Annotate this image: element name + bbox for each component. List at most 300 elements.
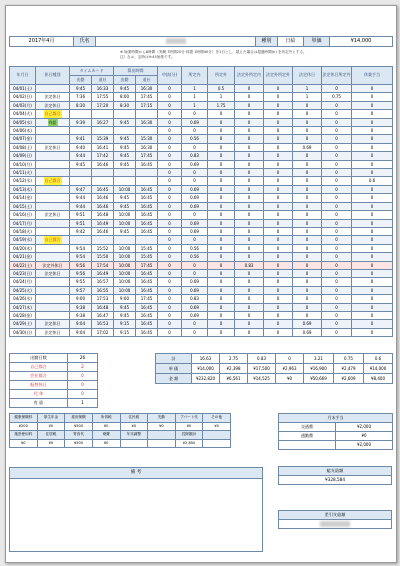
value-cell: 16:45 (136, 328, 158, 336)
table-row (10, 85, 393, 93)
value-cell: 0 (208, 311, 235, 319)
value-cell: 1.75 (208, 101, 235, 109)
value-cell: 0 (293, 202, 322, 210)
date-cell: 04/12(水) (10, 177, 36, 185)
value-cell: 0 (235, 303, 264, 311)
col-holiday-type: 休日種別 (36, 67, 70, 85)
holiday-type-cell (36, 143, 70, 151)
value-cell: 16:45 (136, 160, 158, 168)
value-cell: 0 (208, 269, 235, 277)
deduction-value-row (10, 422, 231, 431)
value-cell: 0 (235, 286, 264, 294)
value-cell: 0 (352, 202, 393, 210)
value-cell: 0 (264, 236, 293, 244)
deduction-label: 施設使用料 (10, 431, 38, 440)
value-cell: 16:33 (92, 85, 114, 93)
value-cell: 0 (293, 211, 322, 219)
col-stat-holiday: 法定休日 (293, 67, 322, 85)
allowance-row (279, 432, 393, 441)
value-cell: 0 (182, 236, 208, 244)
value-cell: 0 (158, 110, 182, 118)
amount-label: 金 額 (156, 374, 192, 384)
value-cell: 0 (264, 194, 293, 202)
unit-value: ¥16,900 (304, 364, 334, 374)
value-cell: 9:38 (70, 311, 92, 319)
value-cell: 9:45 (70, 85, 92, 93)
value-cell: 17:42 (92, 152, 114, 160)
value-cell: 0 (322, 101, 352, 109)
value-cell: 0 (208, 261, 235, 269)
value-cell: 0.69 (182, 160, 208, 168)
col-group-timecard: タイムカード (70, 67, 114, 76)
value-cell: 16:55 (92, 286, 114, 294)
value-cell: 15:52 (92, 244, 114, 252)
value-cell: 0 (264, 160, 293, 168)
value-cell: 0 (264, 303, 293, 311)
value-cell: 0 (352, 328, 393, 336)
value-cell: 0 (322, 160, 352, 168)
attendance-label: 自己都合 (10, 363, 68, 372)
value-cell (92, 110, 114, 118)
holiday-type-label: 法定休日 (44, 212, 61, 218)
table-row (10, 320, 393, 328)
value-cell: 0 (264, 253, 293, 261)
value-cell: 10:00 (114, 278, 136, 286)
value-cell: 0 (235, 160, 264, 168)
value-cell: 16:47 (92, 311, 114, 319)
value-cell: 0 (208, 211, 235, 219)
col-calc-in: 出勤 (114, 76, 136, 85)
col-tc-out: 退社 (92, 76, 114, 85)
value-cell: 0 (322, 236, 352, 244)
col-calc-out: 退社 (136, 76, 158, 85)
value-cell: 0.69 (293, 143, 322, 151)
value-cell: 0 (235, 194, 264, 202)
value-cell: 10:00 (114, 269, 136, 277)
allowance-value: ¥2,000 (336, 423, 393, 432)
value-cell: 0 (235, 295, 264, 303)
net-value-redacted (279, 520, 392, 529)
value-cell: 0 (352, 219, 393, 227)
value-cell: 9:57 (70, 286, 92, 294)
table-row (10, 143, 393, 151)
value-cell: 0 (235, 185, 264, 193)
value-cell: 0 (158, 269, 182, 277)
value-cell: 0.69 (293, 328, 322, 336)
value-cell: 0 (322, 185, 352, 193)
value-cell: 9:45 (114, 152, 136, 160)
gross-pay-box (278, 466, 392, 485)
deduction-value: ¥2,850 (175, 439, 203, 448)
value-cell: 0 (264, 101, 293, 109)
value-cell: 0 (208, 194, 235, 202)
value-cell: 0 (293, 194, 322, 202)
holiday-type-label: 法定休日 (44, 329, 61, 335)
value-cell (114, 177, 136, 185)
value-cell: 9:45 (114, 135, 136, 143)
value-cell: 0 (322, 311, 352, 319)
value-cell: 0.69 (182, 118, 208, 126)
date-cell: 04/28(金) (10, 311, 36, 319)
value-cell (92, 169, 114, 177)
value-cell: 0 (322, 227, 352, 235)
value-cell: 16:48 (92, 211, 114, 219)
deduction-value: ¥200 (10, 422, 38, 431)
value-cell: 0 (158, 152, 182, 160)
value-cell: 0 (208, 160, 235, 168)
value-cell: 0 (235, 93, 264, 101)
value-cell: 0 (235, 135, 264, 143)
date-cell: 04/14(金) (10, 194, 36, 202)
holiday-type-cell (36, 236, 70, 244)
attendance-row (10, 363, 98, 372)
value-cell: 0 (293, 311, 322, 319)
value-cell: 1 (182, 85, 208, 93)
value-cell: 0 (158, 185, 182, 193)
value-cell: 0 (158, 160, 182, 168)
date-cell: 04/08(土) (10, 143, 36, 151)
value-cell: 0 (352, 118, 393, 126)
allowance-label (279, 441, 336, 450)
value-cell: 0 (352, 295, 393, 303)
value-cell: 16:45 (136, 211, 158, 219)
value-cell: 0 (352, 152, 393, 160)
col-nonstat-regular: 法定外所定内 (235, 67, 264, 85)
amount-value: ¥6,561 (220, 374, 248, 384)
value-cell: 0 (208, 295, 235, 303)
net-pay-box (278, 510, 392, 529)
date-cell: 04/18(火) (10, 227, 36, 235)
value-cell: 9:15 (114, 320, 136, 328)
amount-value: ¥14,525 (248, 374, 276, 384)
value-cell: 17:45 (136, 152, 158, 160)
date-cell: 04/01(土) (10, 85, 36, 93)
value-cell: 0.5 (208, 85, 235, 93)
holiday-type-cell (36, 160, 70, 168)
value-cell: 0 (235, 101, 264, 109)
holiday-type-cell (36, 295, 70, 303)
value-cell: 0.69 (182, 278, 208, 286)
value-cell: 0 (182, 127, 208, 135)
value-cell: 0 (322, 219, 352, 227)
value-cell: 0.56 (182, 253, 208, 261)
value-cell: 9:15 (114, 328, 136, 336)
value-cell: 0 (293, 278, 322, 286)
col-group-calc: 算出時間 (114, 67, 158, 76)
value-cell: 0 (235, 143, 264, 151)
date-cell: 04/27(木) (10, 303, 36, 311)
hours-value: 3.21 (304, 354, 334, 364)
allowance-title: 月末手当 (279, 414, 393, 423)
holiday-type-label: 法定休日 (44, 270, 61, 276)
holiday-type-cell (36, 202, 70, 210)
date-cell: 04/29(土) (10, 320, 36, 328)
holiday-type-cell (36, 85, 70, 93)
holiday-type-cell (36, 110, 70, 118)
value-cell: 0 (293, 227, 322, 235)
value-cell: 9:44 (70, 152, 92, 160)
value-cell: 16:48 (92, 303, 114, 311)
value-cell: 9:54 (70, 253, 92, 261)
value-cell: 0 (352, 160, 393, 168)
value-cell: 7:36 (70, 93, 92, 101)
value-cell: 0 (352, 303, 393, 311)
attendance-value: 1 (68, 399, 98, 408)
attendance-value: 0 (68, 390, 98, 399)
value-cell: 0 (208, 152, 235, 160)
value-cell: 0 (158, 211, 182, 219)
holiday-type-cell (36, 303, 70, 311)
value-cell: 0 (293, 261, 322, 269)
value-cell: 0 (322, 194, 352, 202)
value-cell: 10:00 (114, 211, 136, 219)
value-cell: 9:45 (114, 160, 136, 168)
deduction-label: 住居税 (37, 431, 65, 440)
date-cell: 04/21(金) (10, 253, 36, 261)
deduction-label: 先勤 (148, 414, 176, 423)
date-cell: 04/02(日) (10, 93, 36, 101)
value-cell: 9:41 (70, 135, 92, 143)
holiday-type-cell (36, 169, 70, 177)
hours-value: 0.6 (364, 354, 393, 364)
net-label: 差引支給額 (279, 511, 392, 520)
table-row (10, 202, 393, 210)
value-cell: 16:46 (92, 160, 114, 168)
holiday-type-cell (36, 194, 70, 202)
value-cell: 16:30 (136, 143, 158, 151)
value-cell: 9:45 (114, 202, 136, 210)
holiday-type-cell (36, 320, 70, 328)
value-cell: 0.6 (352, 177, 393, 185)
value-cell: 10:00 (114, 261, 136, 269)
value-cell: 16:45 (136, 286, 158, 294)
deduction-value: ¥500 (65, 422, 93, 431)
allowance-label: 通勤費 (279, 432, 336, 441)
name-label: 氏名 (74, 37, 96, 47)
value-cell: 0 (264, 311, 293, 319)
value-cell: 0 (158, 320, 182, 328)
value-cell: 1 (182, 101, 208, 109)
amount-value: ¥232,820 (192, 374, 220, 384)
value-cell: 0.69 (293, 320, 322, 328)
value-cell: 0 (235, 253, 264, 261)
deduction-label: 健康保険料 (10, 414, 38, 423)
hours-label: 計 (156, 354, 192, 364)
table-row (10, 303, 393, 311)
holiday-type-cell (36, 135, 70, 143)
value-cell: 0 (264, 286, 293, 294)
value-cell: 0 (158, 127, 182, 135)
value-cell: 0 (322, 202, 352, 210)
value-cell: 0 (293, 110, 322, 118)
value-cell: 0 (322, 320, 352, 328)
value-cell: 9:51 (70, 211, 92, 219)
value-cell: 16:45 (136, 194, 158, 202)
value-cell: 0 (293, 219, 322, 227)
unit-value: ¥2,479 (334, 364, 364, 374)
value-cell: 0 (293, 303, 322, 311)
value-cell: 0 (322, 303, 352, 311)
value-cell: 0 (235, 227, 264, 235)
name-value-redacted (96, 37, 256, 47)
table-row (10, 160, 393, 168)
value-cell: 16:30 (136, 118, 158, 126)
col-regular: 所定内 (182, 67, 208, 85)
value-cell: 0 (208, 169, 235, 177)
value-cell: 0 (322, 261, 352, 269)
value-cell: 0 (158, 177, 182, 185)
holiday-type-cell (36, 152, 70, 160)
value-cell: 9:42 (70, 227, 92, 235)
value-cell: 9:45 (114, 227, 136, 235)
value-cell: 10:00 (114, 244, 136, 252)
value-cell: 17:02 (92, 328, 114, 336)
value-cell: 9:44 (70, 202, 92, 210)
table-row (10, 152, 393, 160)
deduction-label-row (10, 414, 231, 423)
value-cell: 0 (208, 253, 235, 261)
value-cell: 17:53 (92, 295, 114, 303)
note-line: ※ 始業時間から8時間（実働 7時間20分 休憩 1時間40分）を1日とし、超えた場合は超過時間(h) を所定外とする。 (120, 50, 307, 54)
date-cell: 04/09(日) (10, 152, 36, 160)
value-cell: 0 (322, 169, 352, 177)
value-cell (70, 236, 92, 244)
value-cell (92, 177, 114, 185)
value-cell: 0.69 (182, 227, 208, 235)
value-cell: 0 (182, 110, 208, 118)
deduction-value (148, 439, 176, 448)
value-cell: 8:30 (114, 101, 136, 109)
value-cell: 0.83 (235, 261, 264, 269)
value-cell: 0 (322, 295, 352, 303)
value-cell: 16:45 (136, 269, 158, 277)
value-cell: 0 (208, 227, 235, 235)
value-cell: 0 (158, 169, 182, 177)
price-value: ¥14,000 (330, 37, 393, 47)
holiday-type-cell (36, 328, 70, 336)
holiday-type-label: 自己都合 (44, 178, 61, 184)
value-cell: 10:00 (114, 185, 136, 193)
value-cell: 16:45 (136, 227, 158, 235)
value-cell: 9:04 (70, 328, 92, 336)
price-label: 単価 (304, 37, 330, 47)
date-cell: 04/26(水) (10, 295, 36, 303)
deduction-value: ¥0 (37, 439, 65, 448)
date-cell: 04/19(水) (10, 236, 36, 244)
value-cell: 0 (322, 278, 352, 286)
value-cell: 16:45 (136, 219, 158, 227)
value-cell: 0 (208, 127, 235, 135)
value-cell: 9:00 (70, 295, 92, 303)
value-cell: 17:45 (136, 295, 158, 303)
date-cell: 04/23(日) (10, 269, 36, 277)
deduction-label-row (10, 431, 231, 440)
value-cell: 16:45 (136, 311, 158, 319)
hours-value: 0.83 (248, 354, 276, 364)
value-cell: 0 (208, 236, 235, 244)
value-cell: 0 (293, 253, 322, 261)
holiday-type-cell (36, 261, 70, 269)
amount-value: ¥50,669 (304, 374, 334, 384)
value-cell: 0 (352, 110, 393, 118)
value-cell: 0 (208, 286, 235, 294)
value-cell: 9:51 (70, 219, 92, 227)
value-cell: 0 (293, 286, 322, 294)
table-row (10, 127, 393, 135)
value-cell: 0 (208, 244, 235, 252)
deduction-label: アパート代 (175, 414, 203, 423)
value-cell: 0 (208, 135, 235, 143)
value-cell: 0 (235, 311, 264, 319)
deduction-value: ¥0 (203, 422, 231, 431)
value-cell (70, 169, 92, 177)
deduction-label: 控除額計 (175, 431, 203, 440)
value-cell: 16:46 (92, 202, 114, 210)
value-cell: 0 (158, 202, 182, 210)
deduction-value: ¥0 (37, 422, 65, 431)
col-tc-in: 出勤 (70, 76, 92, 85)
attendance-row (10, 354, 98, 363)
value-cell: 9:44 (70, 194, 92, 202)
holiday-type-label: 法定休日 (44, 102, 61, 108)
value-cell: 0 (293, 135, 322, 143)
value-cell: 17:45 (136, 261, 158, 269)
date-cell: 04/25(火) (10, 286, 36, 294)
value-cell: 0 (208, 143, 235, 151)
value-cell: 0 (158, 303, 182, 311)
value-cell: 15:39 (92, 135, 114, 143)
value-cell (136, 236, 158, 244)
deduction-label: 雇用保険 (65, 414, 93, 423)
value-cell: 0 (182, 211, 208, 219)
value-cell: 0 (208, 278, 235, 286)
table-row (10, 185, 393, 193)
value-cell: 0 (182, 261, 208, 269)
value-cell: 0 (352, 286, 393, 294)
value-cell: 8:30 (70, 101, 92, 109)
value-cell: 16:46 (92, 227, 114, 235)
value-cell (114, 236, 136, 244)
value-cell: 16:45 (136, 185, 158, 193)
unit-value: ¥17,500 (248, 364, 276, 374)
value-cell: 0 (158, 328, 182, 336)
unit-label: 単 価 (156, 364, 192, 374)
col-nonstat-overtime: 法定外所定外 (264, 67, 293, 85)
deduction-value: ¥0 (148, 422, 176, 431)
col-overtime: 所定外 (208, 67, 235, 85)
value-cell: 0 (352, 85, 393, 93)
value-cell: 0 (235, 211, 264, 219)
value-cell: 0.56 (182, 244, 208, 252)
note-line: 注）なお、定時は9:45始業です。 (120, 55, 175, 59)
unit-value: ¥2,963 (276, 364, 304, 374)
value-cell: 16:45 (136, 202, 158, 210)
holiday-type-cell (36, 269, 70, 277)
deduction-value: ¥0 (92, 439, 120, 448)
holiday-type-cell (36, 227, 70, 235)
table-row (10, 269, 393, 277)
value-cell: 0 (158, 244, 182, 252)
amount-value: ¥8,400 (364, 374, 393, 384)
value-cell: 9:45 (114, 118, 136, 126)
date-cell: 04/11(火) (10, 169, 36, 177)
value-cell: 0 (293, 160, 322, 168)
value-cell: 0 (352, 101, 393, 109)
attendance-value: 26 (68, 354, 98, 363)
value-cell: 0 (235, 328, 264, 336)
value-cell: 0 (158, 295, 182, 303)
value-cell: 0 (158, 101, 182, 109)
